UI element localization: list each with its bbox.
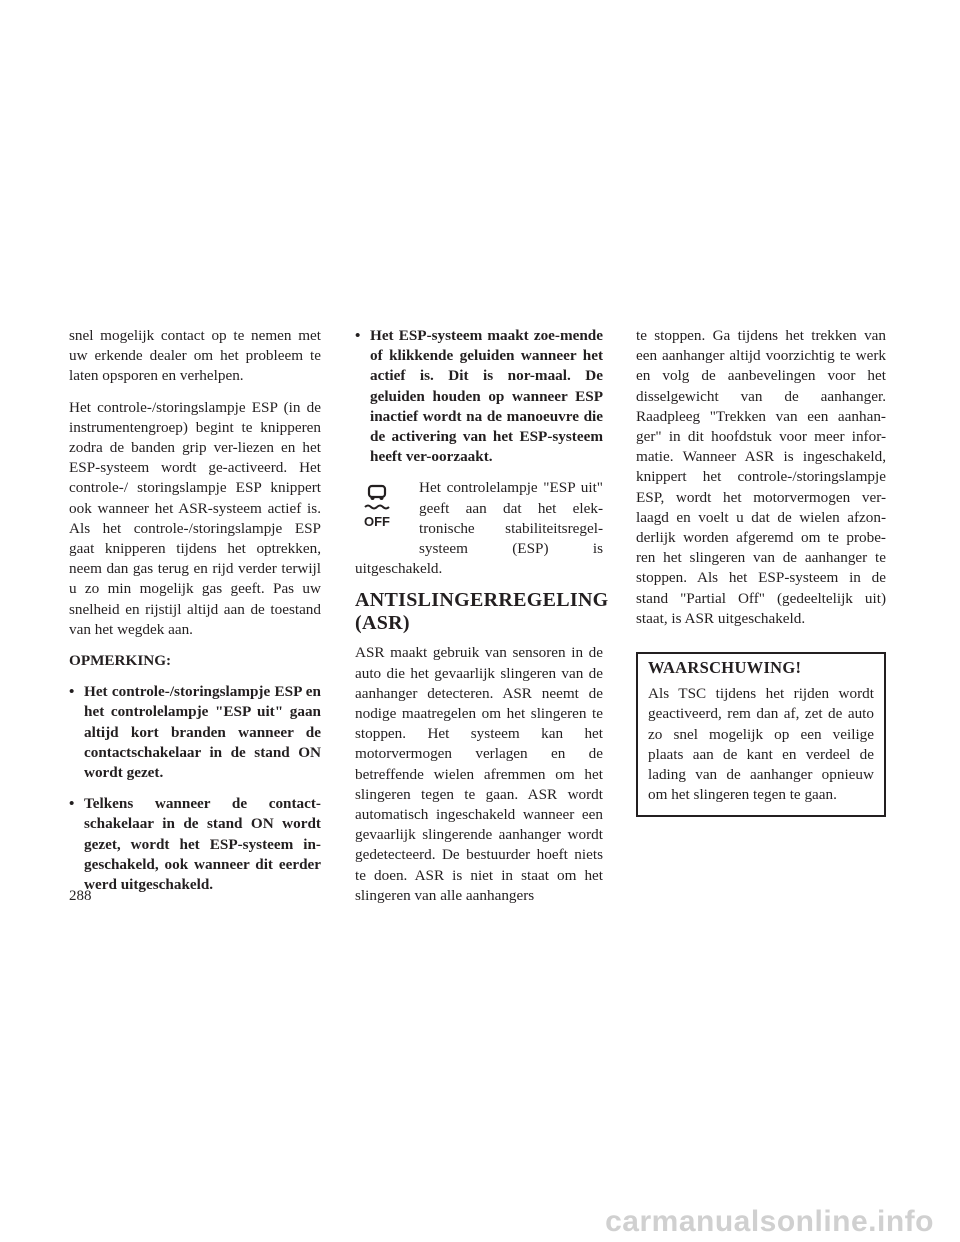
note-item-text: Het controle-/storingslampje ESP en het controlelampje "ESP uit" gaan altijd kort branden wanneer de contactschakelaar in de stand ON wordt gezet. xyxy=(84,683,321,782)
warning-title: WAARSCHUWING! xyxy=(648,658,802,678)
bullet-icon: • xyxy=(69,683,75,701)
warning-box xyxy=(636,652,886,817)
note-item xyxy=(69,682,321,783)
paragraph-asr-continued: te stoppen. Ga tijdens het trekken van een aanhanger altijd voorzichtig te werk en volg de aanbevelingen voor het disselgewicht van de aanhanger. Raadpleeg "Trekken van een aanhan-ger" in dit hoofdstuk voor meer infor-matie. Wanneer ASR is ingeschakeld, knippert het controle-/storingslampje ESP, wordt het motorvermogen ver-laagd en voelt u dat de wielen afzon-derlijk worden afgeremd om te probe-ren het slingeren van de aanhanger te stoppen. Als het ESP-systeem in de stand "Partial Off" (gedeeltelijk uit) staat, is ASR uitgeschakeld. xyxy=(636,327,886,627)
note-item xyxy=(355,326,603,467)
column-right xyxy=(636,326,886,817)
watermark: carmanualsonline.info xyxy=(605,1205,934,1238)
bullet-icon: • xyxy=(69,795,75,813)
note-list xyxy=(69,682,321,895)
column-middle xyxy=(355,326,609,917)
esp-off-icon xyxy=(355,482,399,540)
bullet-icon: • xyxy=(355,327,361,344)
esp-off-icon-label: OFF xyxy=(364,514,390,530)
section-heading: ANTISLINGERREGELING (ASR) xyxy=(355,589,609,635)
paragraph-esp-lamp: Het controle-/storingslampje ESP (in de instrumentengroep) begint te knipperen zodra de banden grip ver-liezen en het ESP-systeem wordt ge-activeerd. Het controle-/ storingslampje ESP knippert ook wanneer het ASR-systeem actief is. Als het controle-/storingslampje ESP gaat knipperen tijdens het optrekken, neem dan gas terug en rijd verder terwijl u zo min mogelijk gas geeft. Pas uw snelheid en rijstijl altijd aan de toestand van het wegdek aan. xyxy=(69,398,321,638)
warning-text: Als TSC tijdens het rijden wordt geactiveerd, rem dan af, zet de auto zo snel mogelijk op een veilige plaats aan de kant en verdeel de lading van de aanhanger opnieuw om het slingeren tegen te gaan. xyxy=(648,685,874,804)
note-item-text: Telkens wanneer de contact-schakelaar in de stand ON wordt gezet, wordt het ESP-systeem in-geschakeld, ook wanneer dit eerder werd uitgeschakeld. xyxy=(84,795,321,894)
note-heading: OPMERKING: xyxy=(69,652,172,670)
note-list-continued xyxy=(355,326,603,467)
page-number: 288 xyxy=(69,888,92,904)
esp-off-paragraph xyxy=(355,478,603,579)
column-left xyxy=(69,326,321,906)
note-item xyxy=(69,794,321,895)
esp-off-text: Het controlelampje "ESP uit" geeft aan dat het elek-tronische stabiliteitsregel-systeem (ESP) is uitgeschakeld. xyxy=(355,479,603,578)
paragraph-intro: snel mogelijk contact op te nemen met uw erkende dealer om het probleem te laten opsporen en verhelpen. xyxy=(69,327,321,385)
paragraph-asr: ASR maakt gebruik van sensoren in de auto die het gevaarlijk slingeren van de aanhanger detecteren. ASR neemt de nodige maatregelen om het slingeren te stoppen. Het systeem kan het motorvermogen verlagen en de betreffende wielen afremmen om het slingeren tegen te gaan. ASR wordt automatisch ingeschakeld wanneer een gevaarlijk slingerende aanhanger wordt gedetecteerd. De bestuurder hoeft niets te doen. ASR is niet in staat om het slingeren van alle aanhangers xyxy=(355,644,603,904)
note-item-text: Het ESP-systeem maakt zoe-mende of klikkende geluiden wanneer het actief is. Dit is nor-maal. De geluiden houden op wanneer ESP inactief wordt na de manoeuvre die de activering van het ESP-systeem heeft ver-oorzaakt. xyxy=(370,327,603,466)
